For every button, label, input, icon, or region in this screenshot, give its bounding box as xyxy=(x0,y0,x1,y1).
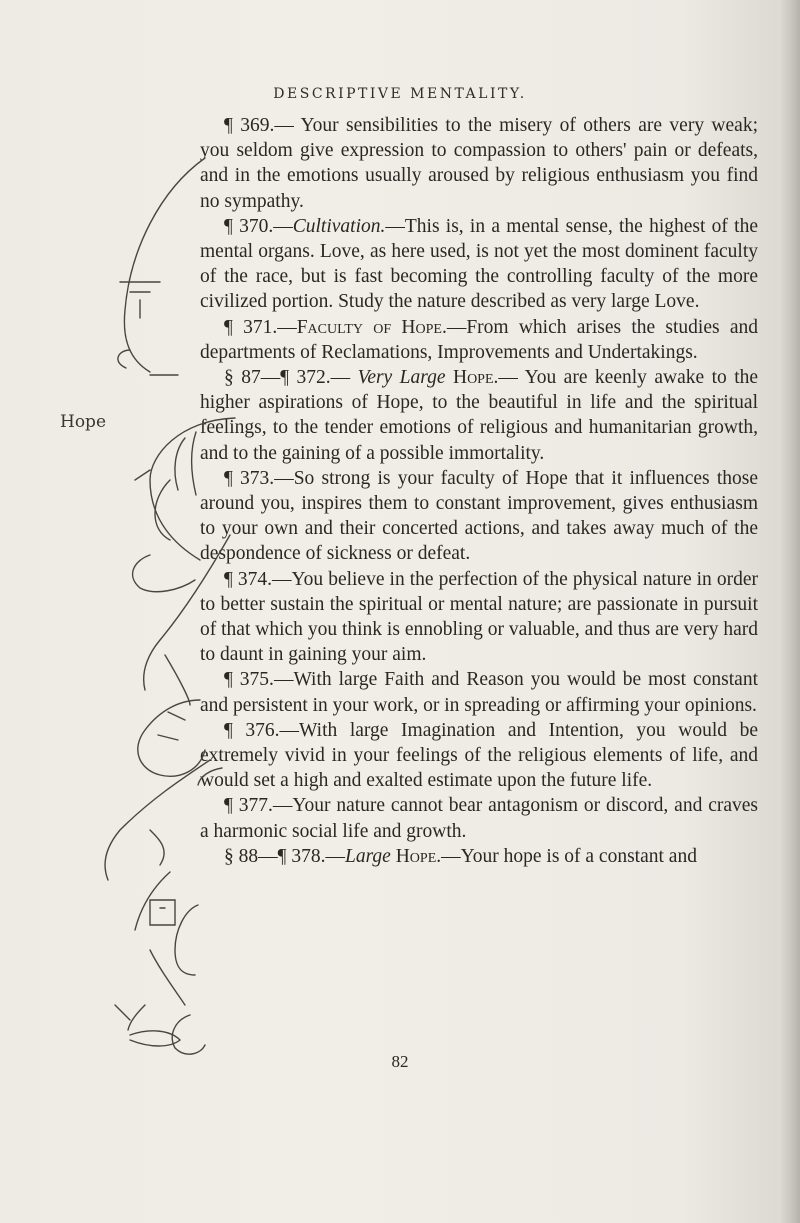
paragraph-heading: Cultivation. xyxy=(292,215,386,237)
paragraph-heading-2: Hope. xyxy=(395,845,442,867)
paragraph-heading-2: Hope. xyxy=(452,367,499,389)
paragraph-372: § 87—¶ 372.— Very Large Hope.— You are keenly awake to the higher aspirations of Hope, to the beautiful in life and the spiritual feelings, to the tender emotions of religious and humanitarian growth, and to the gaining of a possible immortality. xyxy=(200,367,759,464)
paragraph-text: —So strong is your faculty of Hope that it influences those around you, inspires them to constant improvement, gives enthusiasm to your own and their concerted actions, and takes away much of the despondence of sickness or defeat. xyxy=(200,467,758,565)
paragraph-text: —From which arises the studies and departments of Reclamations, Improvements and Undertakings. xyxy=(200,316,758,363)
paragraph-heading: Faculty of Hope. xyxy=(296,316,447,338)
paragraph-374 xyxy=(200,567,758,668)
paragraph-mark: ¶ 375. xyxy=(224,669,274,691)
paragraph-371: ¶ 371.—Faculty of Hope.—From which arises the studies and departments of Reclamations, Improvements and Undertakings. xyxy=(200,316,758,363)
paragraph-376 xyxy=(200,718,758,794)
paragraph-text: —With large Imagination and Intention, you would be extremely vivid in your feelings of the religious elements of life, and would set a high and exalted estimate upon the future life. xyxy=(200,719,758,792)
paragraph-370: ¶ 370.—Cultivation.—This is, in a mental sense, the highest of the mental organs. Love, as here used, is not yet the most dominent faculty of the race, but is fast becoming the controlling faculty of the more civilized portion. Study the nature described as very large Love. xyxy=(200,215,759,313)
body-text xyxy=(200,113,758,869)
paragraph-text: — Your sensibilities to the misery of others are very weak; you seldom give expression to compassion to others' pain or defeats, and in the emotions usually aroused by religious enthusiasm you find no sympathy. xyxy=(200,115,758,212)
paragraph-375 xyxy=(200,667,758,717)
paragraph-mark: ¶ 374. xyxy=(224,568,273,590)
paragraph-text: — You are keenly awake to the higher aspirations of Hope, to the beautiful in life and the spiritual feelings, to the tender emotions of religious and humanitarian growth, and to the gaining of a possible immortality. xyxy=(200,367,759,464)
paragraph-heading: Very Large xyxy=(357,367,446,389)
paragraph-369 xyxy=(200,113,758,214)
section-mark: § 87 xyxy=(224,367,261,389)
paragraph-378: § 88—¶ 378.—Large Hope.—Your hope is of a constant and xyxy=(224,845,697,867)
paragraph-mark: ¶ 371. xyxy=(224,316,278,338)
paragraph-mark: ¶ 372. xyxy=(280,367,331,389)
running-title: DESCRIPTIVE MENTALITY. xyxy=(273,86,527,102)
paragraph-text: —Your hope is of a constant and xyxy=(441,845,697,867)
paragraph-mark: ¶ 373. xyxy=(224,467,275,489)
page-number: 82 xyxy=(391,1052,409,1071)
paragraph-text: —You believe in the perfection of the physical nature in order to better sustain the spiritual or mental nature; are passionate in pursuit of that which you think is ennobling or valuable, and thus are very hard to daunt in gaining your aim. xyxy=(200,568,758,666)
paragraph-377 xyxy=(200,793,758,843)
paragraph-mark: ¶ 378. xyxy=(277,845,326,867)
page-edge xyxy=(778,0,800,1223)
paragraph-mark: ¶ 377. xyxy=(224,795,273,817)
paragraph-heading: Large xyxy=(344,845,391,867)
paragraph-text: —This is, in a mental sense, the highest of the mental organs. Love, as here used, is not yet the most dominent faculty of the race, but is fast becoming the controlling faculty of the more civilized portion. Study the nature described as very large Love. xyxy=(200,215,759,313)
paragraph-mark: ¶ 369. xyxy=(224,115,275,136)
margin-note-hope: Hope xyxy=(60,412,107,432)
paragraph-text: —With large Faith and Reason you would be most constant and persistent in your work, or in spreading or affirming your opinions. xyxy=(200,669,758,716)
paragraph-373 xyxy=(200,466,758,567)
section-mark: § 88 xyxy=(224,845,259,867)
paragraph-text: —Your nature cannot bear antagonism or discord, and craves a harmonic social life and growth. xyxy=(200,795,758,842)
paragraph-mark: ¶ 376. xyxy=(224,719,280,741)
paragraph-mark: ¶ 370. xyxy=(224,215,274,237)
